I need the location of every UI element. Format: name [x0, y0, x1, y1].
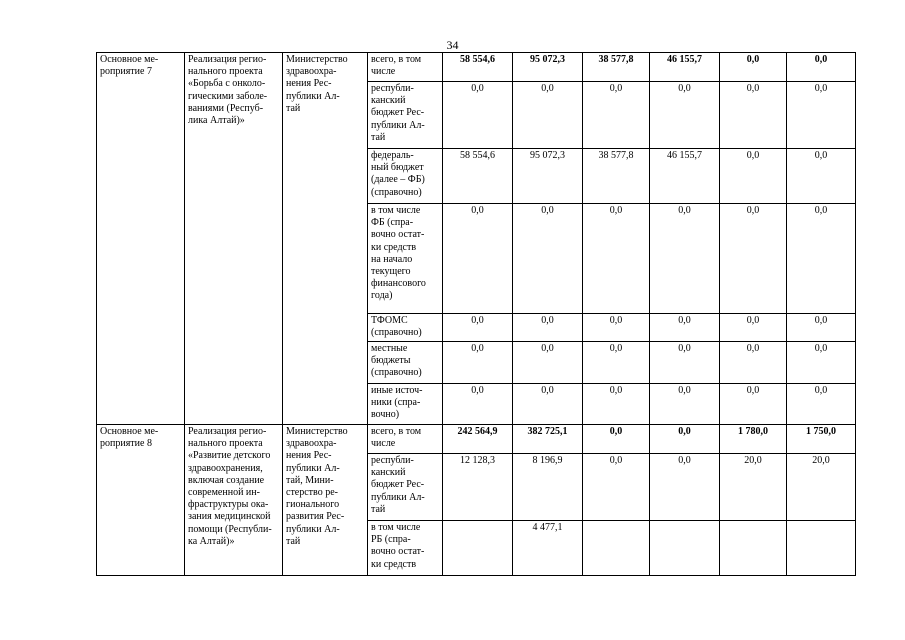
source-label: всего, в том числе	[368, 53, 443, 82]
value-cell: 4 477,1	[513, 521, 583, 576]
value-cell: 0,0	[787, 384, 856, 425]
value-cell: 0,0	[443, 342, 513, 384]
value-cell: 8 196,9	[513, 454, 583, 521]
value-cell: 0,0	[443, 82, 513, 149]
value-cell: 0,0	[720, 82, 787, 149]
value-cell	[650, 521, 720, 576]
budget-table	[96, 52, 856, 576]
value-cell: 0,0	[513, 204, 583, 314]
value-cell: 0,0	[650, 454, 720, 521]
source-label: в том числе ФБ (спра- вочно остат- ки средств на начало текущего финансового года)	[368, 204, 443, 314]
source-label: федераль- ный бюджет (далее – ФБ) (справочно)	[368, 149, 443, 204]
value-cell: 1 780,0	[720, 425, 787, 454]
value-cell: 0,0	[650, 342, 720, 384]
value-cell: 0,0	[443, 384, 513, 425]
value-cell: 0,0	[720, 204, 787, 314]
value-cell	[787, 521, 856, 576]
value-cell: 0,0	[513, 314, 583, 342]
value-cell: 0,0	[787, 342, 856, 384]
source-label: всего, в том числе	[368, 425, 443, 454]
value-cell: 12 128,3	[443, 454, 513, 521]
value-cell	[583, 521, 650, 576]
value-cell: 58 554,6	[443, 149, 513, 204]
page-number: 34	[446, 38, 459, 52]
source-label: иные источ- ники (спра- вочно)	[368, 384, 443, 425]
value-cell	[443, 521, 513, 576]
value-cell: 58 554,6	[443, 53, 513, 82]
value-cell: 0,0	[583, 384, 650, 425]
value-cell: 0,0	[650, 425, 720, 454]
value-cell: 95 072,3	[513, 149, 583, 204]
value-cell: 20,0	[720, 454, 787, 521]
source-label: республи- канский бюджет Рес- публики Ал- тай	[368, 454, 443, 521]
value-cell: 0,0	[513, 82, 583, 149]
source-label: ТФОМС (справочно)	[368, 314, 443, 342]
value-cell: 0,0	[583, 314, 650, 342]
source-label: в том числе РБ (спра- вочно остат- ки средств	[368, 521, 443, 576]
value-cell: 1 750,0	[787, 425, 856, 454]
value-cell: 0,0	[443, 204, 513, 314]
value-cell: 0,0	[513, 342, 583, 384]
value-cell: 0,0	[650, 204, 720, 314]
value-cell: 0,0	[720, 342, 787, 384]
value-cell: 0,0	[583, 204, 650, 314]
value-cell: 382 725,1	[513, 425, 583, 454]
value-cell: 0,0	[443, 314, 513, 342]
value-cell: 0,0	[720, 149, 787, 204]
value-cell: 0,0	[583, 82, 650, 149]
value-cell: 0,0	[513, 384, 583, 425]
value-cell: 0,0	[787, 53, 856, 82]
value-cell: 95 072,3	[513, 53, 583, 82]
table-row	[97, 53, 856, 82]
value-cell: 46 155,7	[650, 53, 720, 82]
value-cell: 46 155,7	[650, 149, 720, 204]
project-cell: Реализация регио- нального проекта «Борьба с онколо- гическими заболе- ваниями (Респуб- лика Алтай)»	[185, 53, 283, 425]
project-cell: Реализация регио- нального проекта «Развитие детского здравоохранения, включая создание современной ин- фраструктуры ока- зания медицинской помощи (Республи- ка Алтай)»	[185, 425, 283, 576]
value-cell: 0,0	[720, 314, 787, 342]
value-cell: 20,0	[787, 454, 856, 521]
value-cell: 0,0	[650, 384, 720, 425]
event-cell: Основное ме- роприятие 7	[97, 53, 185, 425]
value-cell: 0,0	[583, 342, 650, 384]
value-cell: 242 564,9	[443, 425, 513, 454]
value-cell: 0,0	[787, 204, 856, 314]
value-cell: 0,0	[787, 314, 856, 342]
value-cell: 0,0	[787, 149, 856, 204]
value-cell: 0,0	[787, 82, 856, 149]
value-cell	[720, 521, 787, 576]
value-cell: 0,0	[720, 384, 787, 425]
table-row	[97, 425, 856, 454]
value-cell: 0,0	[720, 53, 787, 82]
value-cell: 0,0	[583, 454, 650, 521]
value-cell: 0,0	[583, 425, 650, 454]
executor-cell: Министерство здравоохра- нения Рес- публики Ал- тай, Мини- стерство ре- гионального развития Рес- публики Ал- тай	[283, 425, 368, 576]
value-cell: 0,0	[650, 314, 720, 342]
value-cell: 38 577,8	[583, 53, 650, 82]
value-cell: 0,0	[650, 82, 720, 149]
executor-cell: Министерство здравоохра- нения Рес- публики Ал- тай	[283, 53, 368, 425]
source-label: республи- канский бюджет Рес- публики Ал- тай	[368, 82, 443, 149]
source-label: местные бюджеты (справочно)	[368, 342, 443, 384]
event-cell: Основное ме- роприятие 8	[97, 425, 185, 576]
value-cell: 38 577,8	[583, 149, 650, 204]
